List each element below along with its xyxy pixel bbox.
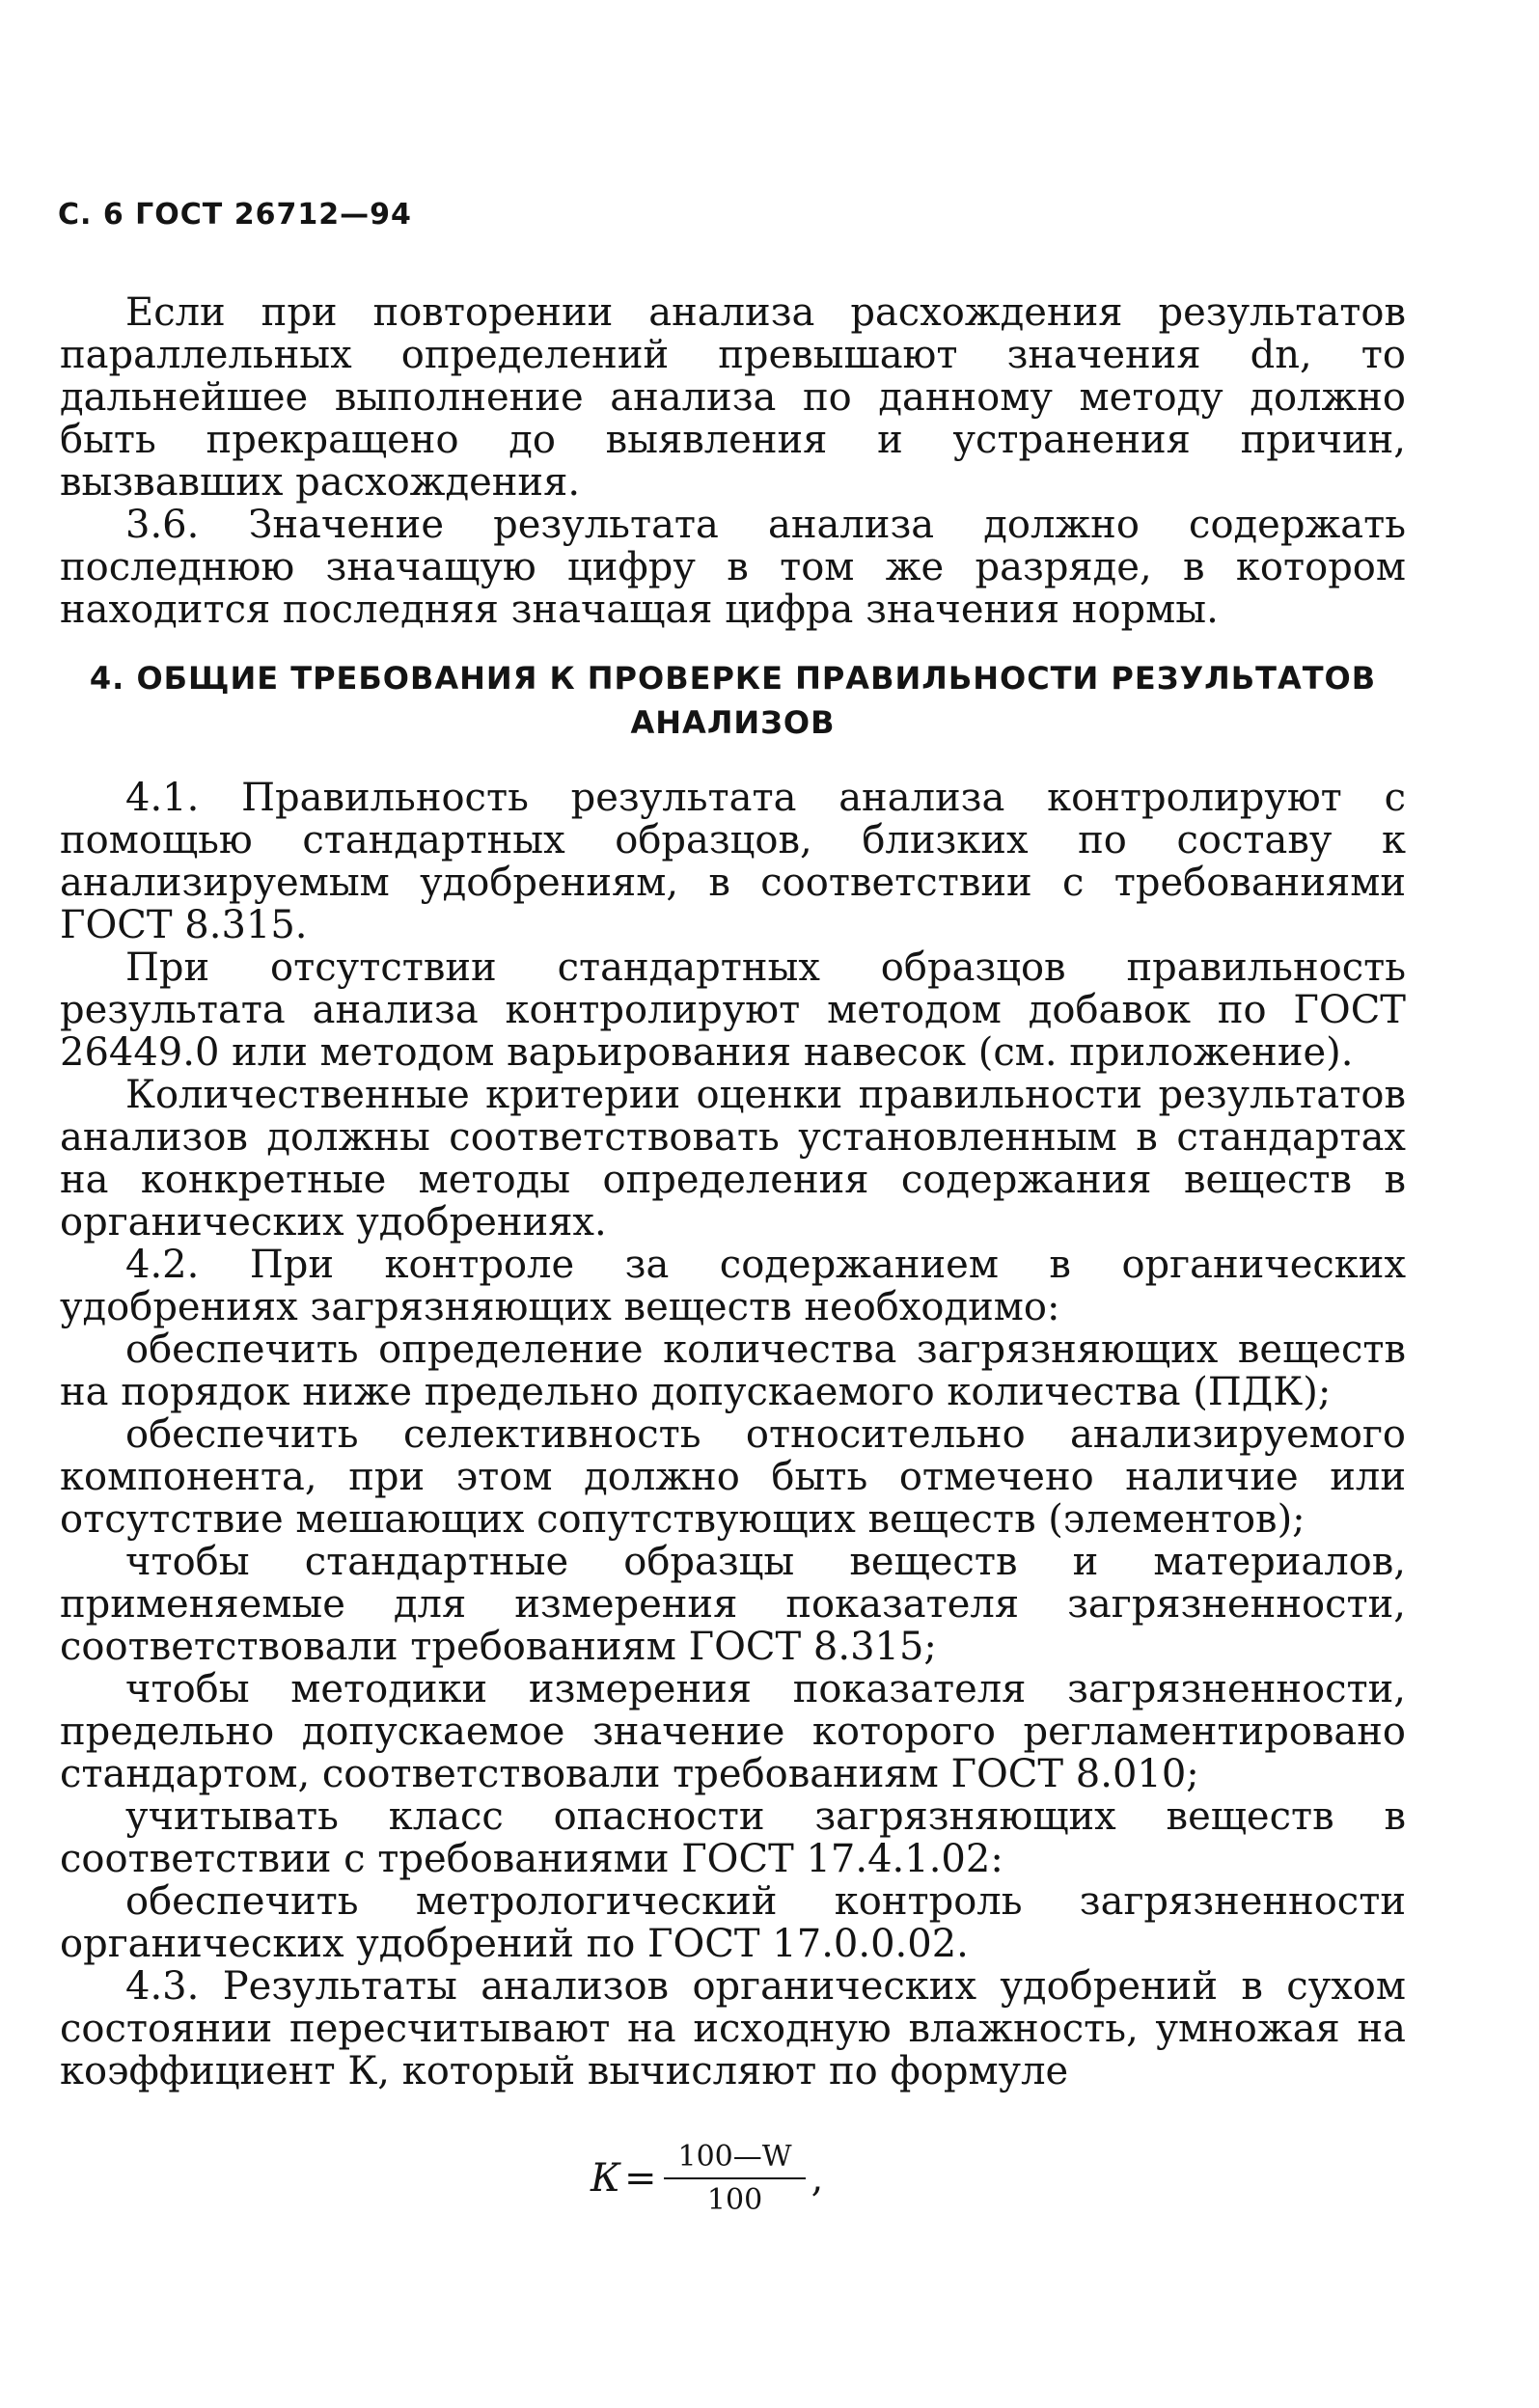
paragraph: учитывать класс опасности загрязняющих веществ в соответствии с требованиями ГОСТ 17.4.1.02: [60,1794,1406,1881]
paragraph: чтобы стандартные образцы веществ и материалов, применяемые для измерения показателя загрязненности, соответствовали требованиям ГОСТ 8.315; [60,1540,1406,1669]
formula-lhs: К [591,2156,620,2201]
paragraph: чтобы методики измерения показателя загрязненности, предельно допускаемое значение которого регламентировано стандартом, соответствовали требованиям ГОСТ 8.010; [60,1667,1406,1796]
paragraph: обеспечить метрологический контроль загрязненности органических удобрений по ГОСТ 17.0.0.02. [60,1879,1406,1966]
page-header: С. 6 ГОСТ 26712—94 [58,198,412,232]
formula-trailing: , [811,2156,824,2201]
paragraph: При отсутствии стандартных образцов правильность результата анализа контролируют методом добавок по ГОСТ 26449.0 или методом варьирования навесок (см. приложение). [60,945,1406,1075]
formula [591,2140,823,2217]
paragraph: Если при повторении анализа расхождения результатов параллельных определений превышают значения dn, то дальнейшее выполнение анализа по данному методу должно быть прекращено до выявления и устранения причин, вызвавших расхождения. [60,290,1406,505]
paragraph: 4.1. Правильность результата анализа контролируют с помощью стандартных образцов, близких по составу к анализируемым удобрениям, в соответствии с требованиями ГОСТ 8.315. [60,776,1406,947]
paragraph: обеспечить определение количества загрязняющих веществ на порядок ниже предельно допускаемого количества (ПДК); [60,1327,1406,1414]
paragraph: 4.2. При контроле за содержанием в органических удобрениях загрязняющих веществ необходимо: [60,1243,1406,1329]
formula-equals: = [623,2156,657,2201]
formula-numerator: 100—W [664,2140,805,2179]
paragraph: обеспечить селективность относительно анализируемого компонента, при этом должно быть отмечено наличие или отсутствие мешающих сопутствующих веществ (элементов); [60,1412,1406,1542]
formula-fraction [664,2140,805,2217]
paragraph: 4.3. Результаты анализов органических удобрений в сухом состоянии пересчитывают на исходную влажность, умножая на коэффициент К, который вычисляют по формуле [60,1964,1406,2093]
formula-denominator: 100 [706,2183,763,2217]
text-block-section-4 [60,777,1406,2093]
paragraph: 3.6. Значение результата анализа должно содержать последнюю значащую цифру в том же разряде, в котором находится последняя значащая цифра значения нормы. [60,503,1406,632]
section-title: 4. ОБЩИЕ ТРЕБОВАНИЯ К ПРОВЕРКЕ ПРАВИЛЬНОСТИ РЕЗУЛЬТАТОВ АНАЛИЗОВ [89,660,1377,741]
paragraph: Количественные критерии оценки правильности результатов анализов должны соответствовать установленным в стандартах на конкретные методы определения содержания веществ в органических удобрениях. [60,1073,1406,1245]
text-block-top [60,291,1406,631]
